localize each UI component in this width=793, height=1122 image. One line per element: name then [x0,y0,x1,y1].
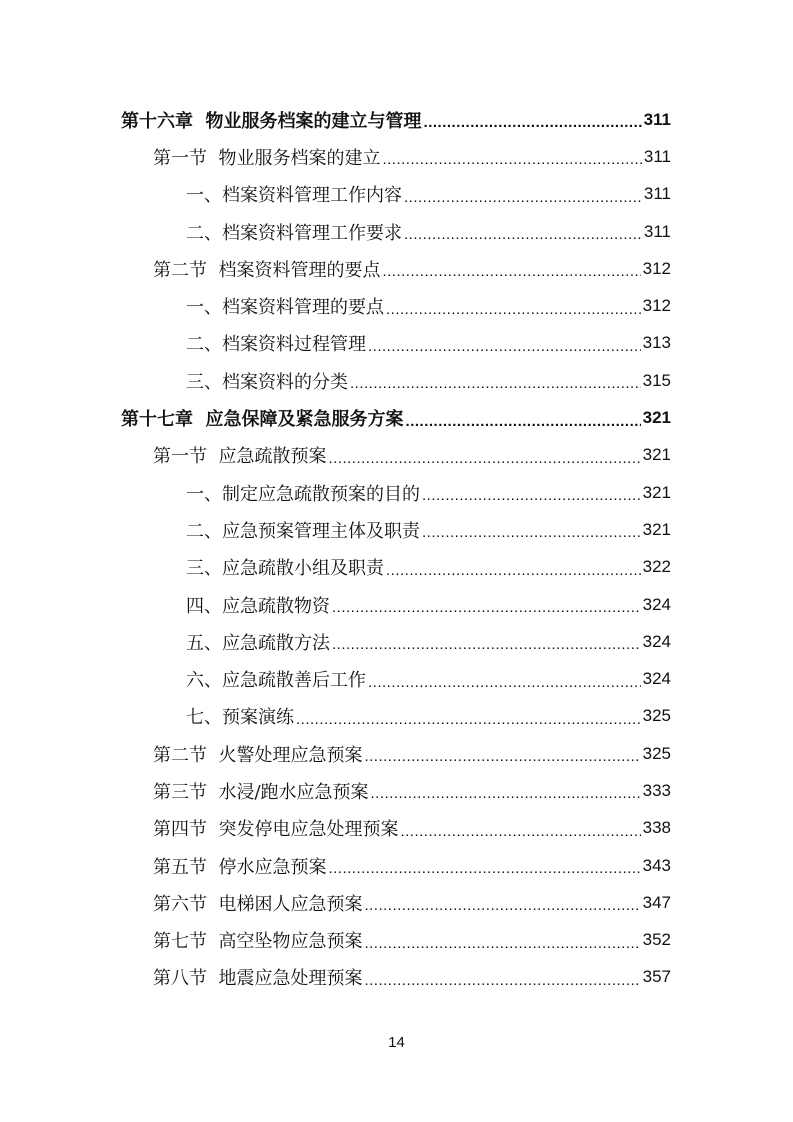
toc-dot-leader [400,823,640,840]
toc-entry[interactable] [0,511,793,548]
toc-dot-leader [364,972,640,989]
toc-entry-title: 三、应急疏散小组及职责 [186,558,384,580]
toc-entry-title: 第二节 档案资料管理的要点 [153,259,381,281]
toc-entry[interactable] [0,847,793,884]
toc-dot-leader [382,151,641,168]
toc-dot-leader [328,450,640,467]
toc-entry-page: 324 [642,669,671,689]
toc-entry-title: 一、制定应急疏散预案的目的 [186,483,420,505]
toc-entry[interactable] [0,474,793,511]
toc-entry[interactable] [0,437,793,474]
toc-dot-leader [422,524,641,541]
toc-entry-title: 一、档案资料管理的要点 [186,297,384,319]
toc-dot-leader [404,189,642,206]
toc-entry[interactable] [0,176,793,213]
toc-entry[interactable] [0,698,793,735]
toc-entry-title: 第二节 火警处理应急预案 [153,744,363,766]
toc-entry-title: 第三节 水浸/跑水应急预案 [153,781,369,803]
toc-entry[interactable] [0,213,793,250]
toc-dot-leader [296,711,641,728]
toc-dot-leader [371,785,641,802]
toc-entry-page: 333 [642,780,671,800]
toc-entry[interactable] [0,959,793,996]
toc-dot-leader [368,338,641,355]
toc-entry-page: 321 [642,408,671,428]
toc-entry[interactable] [0,138,793,175]
toc-entry-page: 311 [643,146,671,166]
toc-entry[interactable] [0,922,793,959]
page-number: 14 [388,1034,405,1051]
toc-entry-title: 五、应急疏散方法 [186,632,330,654]
toc-entry-page: 324 [642,594,671,614]
toc-entry-title: 一、档案资料管理工作内容 [186,185,402,207]
toc-dot-leader [386,301,641,318]
toc-entry[interactable] [0,735,793,772]
toc-dot-leader [424,114,642,131]
toc-entry-title: 六、应急疏散善后工作 [186,670,366,692]
toc-entry[interactable] [0,810,793,847]
toc-entry-page: 315 [642,370,671,390]
toc-dot-leader [364,935,640,952]
toc-entry-page: 313 [642,333,671,353]
table-of-contents [0,101,793,996]
toc-entry[interactable] [0,325,793,362]
toc-entry-title: 第五节 停水应急预案 [153,856,327,878]
toc-entry[interactable] [0,250,793,287]
toc-entry-page: 311 [643,109,671,129]
toc-entry-page: 347 [642,892,671,912]
toc-entry-page: 325 [642,743,671,763]
toc-entry[interactable] [0,287,793,324]
toc-entry[interactable] [0,772,793,809]
toc-entry-page: 311 [643,221,671,241]
toc-dot-leader [328,860,640,877]
toc-entry[interactable] [0,660,793,697]
toc-entry-page: 352 [642,930,671,950]
toc-entry-title: 二、应急预案管理主体及职责 [186,520,420,542]
toc-entry-title: 第七节 高空坠物应急预案 [153,931,363,953]
toc-entry-page: 343 [642,855,671,875]
toc-dot-leader [404,226,642,243]
toc-entry[interactable] [0,623,793,660]
toc-entry-title: 二、档案资料管理工作要求 [186,222,402,244]
toc-entry-title: 第一节 物业服务档案的建立 [153,147,381,169]
toc-entry-title: 第八节 地震应急处理预案 [153,968,363,990]
toc-dot-leader [422,487,641,504]
toc-entry-page: 357 [642,967,671,987]
toc-entry-title: 第一节 应急疏散预案 [153,446,327,468]
toc-entry-page: 321 [642,482,671,502]
toc-dot-leader [364,748,640,765]
toc-entry-title: 第六节 电梯困人应急预案 [153,893,363,915]
toc-entry-page: 325 [642,706,671,726]
toc-entry[interactable] [0,101,793,138]
toc-entry-page: 324 [642,631,671,651]
toc-entry-page: 312 [642,296,671,316]
toc-entry[interactable] [0,362,793,399]
toc-entry-title: 二、档案资料过程管理 [186,334,366,356]
toc-dot-leader [350,375,641,392]
toc-entry-page: 321 [642,519,671,539]
toc-entry-page: 311 [643,184,671,204]
toc-entry[interactable] [0,586,793,623]
toc-entry-title: 第十七章 应急保障及紧急服务方案 [121,409,404,431]
toc-dot-leader [386,562,641,579]
toc-entry-page: 322 [642,557,671,577]
toc-entry[interactable] [0,884,793,921]
toc-entry[interactable] [0,549,793,586]
toc-dot-leader [332,599,641,616]
toc-entry[interactable] [0,399,793,436]
toc-entry-title: 七、预案演练 [186,707,294,729]
toc-entry-page: 312 [642,258,671,278]
toc-dot-leader [364,897,640,914]
toc-entry-title: 第十六章 物业服务档案的建立与管理 [121,110,422,132]
toc-dot-leader [382,263,640,280]
toc-entry-page: 338 [642,818,671,838]
toc-entry-title: 第四节 突发停电应急处理预案 [153,819,399,841]
toc-entry-page: 321 [642,445,671,465]
toc-dot-leader [368,674,641,691]
toc-entry-title: 四、应急疏散物资 [186,595,330,617]
toc-dot-leader [332,636,641,653]
toc-entry-title: 三、档案资料的分类 [186,371,348,393]
toc-dot-leader [406,413,641,430]
